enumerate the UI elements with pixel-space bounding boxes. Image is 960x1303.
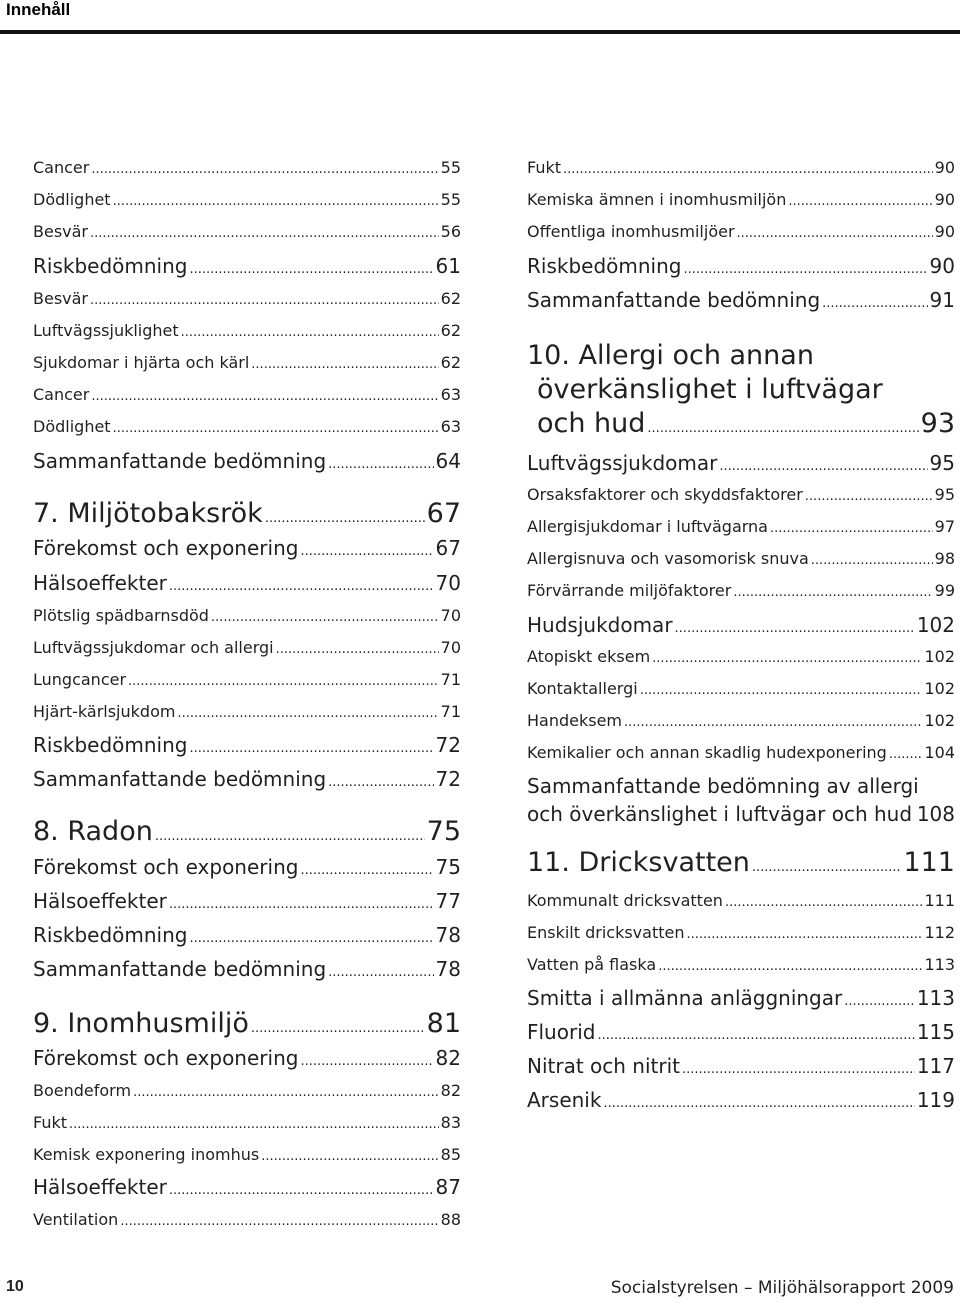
toc-entry-title: Plötslig spädbarnsdöd	[33, 606, 209, 625]
toc-leader-dots	[733, 585, 932, 600]
toc-entry-page: 93	[920, 408, 955, 439]
toc-entry-title: Dödlighet	[33, 190, 111, 209]
toc-entry[interactable]	[527, 613, 955, 637]
toc-entry-title: Hudsjukdomar	[527, 613, 673, 637]
toc-leader-dots	[91, 162, 438, 177]
toc-entry-title: Besvär	[33, 289, 89, 308]
toc-leader-dots	[822, 296, 927, 311]
toc-entry-title: Enskilt dricksvatten	[527, 923, 685, 942]
toc-leader-dots	[90, 293, 439, 308]
toc-entry-title: 8. Radon	[33, 816, 153, 847]
toc-entry-title: och hud	[537, 408, 646, 439]
toc-entry-page: 102	[916, 613, 955, 637]
toc-entry[interactable]	[33, 289, 461, 308]
toc-entry-page: 90	[934, 222, 955, 241]
toc-leader-dots	[597, 1028, 914, 1043]
toc-entry-title: Riskbedömning	[33, 254, 188, 278]
toc-entry-title: Ventilation	[33, 1210, 119, 1229]
toc-entry-page: 113	[916, 986, 955, 1010]
toc-entry-page: 63	[440, 417, 461, 436]
toc-entry-page: 111	[924, 891, 955, 910]
toc-entry[interactable]	[33, 670, 461, 689]
toc-entry-title: Vatten på flaska	[527, 955, 657, 974]
toc-entry-page: 67	[426, 498, 461, 529]
toc-entry-title: Kemisk exponering inomhus	[33, 1145, 260, 1164]
toc-entry-page: 82	[435, 1046, 461, 1070]
toc-entry-page: 102	[924, 647, 955, 666]
toc-entry[interactable]	[527, 451, 955, 475]
toc-entry-title: Cancer	[33, 385, 90, 404]
toc-entry-title: 11. Dricksvatten	[527, 847, 750, 878]
toc-entry[interactable]	[33, 449, 461, 473]
toc-entry-title: Dödlighet	[33, 417, 111, 436]
toc-entry[interactable]	[527, 190, 955, 209]
toc-leader-dots	[805, 489, 933, 504]
toc-entry-page: 55	[440, 190, 461, 209]
footer-page-number: 10	[6, 1278, 24, 1295]
toc-entry-page: 56	[440, 222, 461, 241]
toc-leader-dots	[113, 421, 439, 436]
toc-entry-page: 70	[440, 638, 461, 657]
toc-entry[interactable]	[537, 408, 955, 439]
toc-entry-title: Handeksem	[527, 711, 623, 730]
toc-entry[interactable]	[33, 536, 461, 560]
toc-entry[interactable]	[527, 581, 955, 600]
toc-entry[interactable]	[33, 254, 461, 278]
toc-leader-dots	[811, 553, 933, 568]
toc-entry[interactable]	[33, 1113, 461, 1132]
toc-entry[interactable]	[33, 889, 461, 913]
toc-entry-title: Atopiskt eksem	[527, 647, 651, 666]
toc-leader-dots	[251, 1021, 425, 1036]
toc-entry-page: 83	[440, 1113, 461, 1132]
toc-entry-title: Hälsoeffekter	[33, 571, 167, 595]
toc-entry[interactable]	[33, 923, 461, 947]
toc-entry-page: 62	[440, 353, 461, 372]
toc-entry[interactable]	[33, 571, 461, 595]
toc-leader-dots	[133, 1085, 439, 1100]
toc-entry-page: 71	[440, 670, 461, 689]
toc-entry[interactable]	[33, 767, 461, 791]
toc-entry[interactable]	[33, 385, 461, 404]
toc-leader-dots	[563, 162, 933, 177]
toc-entry-title: Sammanfattande bedömning	[33, 449, 327, 473]
toc-entry[interactable]	[33, 158, 461, 177]
toc-leader-dots	[603, 1096, 914, 1111]
toc-leader-dots	[128, 674, 439, 689]
toc-entry-title: Förekomst och exponering	[33, 855, 299, 879]
toc-leader-dots	[251, 357, 438, 372]
toc-entry[interactable]	[33, 702, 461, 721]
toc-entry-page: 112	[924, 923, 955, 942]
toc-leader-dots	[261, 1149, 438, 1164]
toc-entry-title: 9. Inomhusmiljö	[33, 1008, 249, 1039]
toc-leader-dots	[683, 262, 927, 277]
toc-leader-dots	[181, 325, 439, 340]
toc-entry-title: Fukt	[527, 158, 562, 177]
toc-entry-page: 97	[934, 517, 955, 536]
toc-entry-title: Förvärrande miljöfaktorer	[527, 581, 732, 600]
toc-leader-dots	[719, 459, 927, 474]
toc-entry-page: 115	[916, 1020, 955, 1044]
toc-leader-dots	[675, 621, 915, 636]
toc-leader-dots	[328, 457, 433, 472]
toc-entry[interactable]	[33, 1081, 461, 1100]
toc-entry-title: Nitrat och nitrit	[527, 1054, 680, 1078]
toc-entry[interactable]	[527, 679, 955, 698]
toc-entry[interactable]	[527, 743, 955, 762]
toc-entry[interactable]	[527, 254, 955, 278]
toc-entry[interactable]	[527, 647, 955, 666]
toc-entry-page: 104	[924, 743, 955, 762]
toc-entry-title: Sammanfattande bedömning	[33, 957, 327, 981]
toc-leader-dots	[120, 1214, 438, 1229]
header-rule	[0, 30, 960, 34]
toc-entry-page: 63	[440, 385, 461, 404]
toc-entry-title: Sjukdomar i hjärta och kärl	[33, 353, 250, 372]
toc-entry[interactable]	[33, 1008, 461, 1039]
toc-entry[interactable]	[527, 774, 955, 798]
toc-entry-page: 72	[435, 733, 461, 757]
toc-entry-page: 70	[440, 606, 461, 625]
toc-entry-page: 98	[934, 549, 955, 568]
toc-entry-title: Orsaksfaktorer och skyddsfaktorer	[527, 485, 803, 504]
toc-entry-page: 75	[435, 855, 461, 879]
toc-entry-title: och överkänslighet i luftvägar och hud	[527, 802, 913, 826]
toc-leader-dots	[682, 1062, 915, 1077]
toc-leader-dots	[189, 741, 433, 756]
toc-entry[interactable]	[33, 498, 461, 529]
toc-leader-dots	[169, 579, 434, 594]
toc-entry[interactable]	[33, 957, 461, 981]
toc-leader-dots	[328, 965, 433, 980]
toc-entry-page: 82	[440, 1081, 461, 1100]
toc-entry-page: 117	[916, 1054, 955, 1078]
toc-entry-page: 95	[934, 485, 955, 504]
toc-leader-dots	[300, 863, 433, 878]
toc-entry[interactable]	[527, 923, 955, 942]
toc-entry-title: Riskbedömning	[33, 733, 188, 757]
toc-leader-dots	[189, 931, 433, 946]
toc-entry[interactable]	[33, 190, 461, 209]
toc-entry-title: Riskbedömning	[33, 923, 188, 947]
toc-leader-dots	[300, 544, 433, 559]
toc-entry-title: 10. Allergi och annan	[527, 340, 814, 371]
toc-entry-page: 67	[435, 536, 461, 560]
toc-entry[interactable]	[33, 321, 461, 340]
toc-entry-page: 62	[440, 289, 461, 308]
toc-leader-dots	[889, 747, 923, 762]
toc-entry[interactable]	[33, 606, 461, 625]
toc-entry[interactable]	[527, 517, 955, 536]
toc-entry[interactable]	[527, 222, 955, 241]
toc-leader-dots	[113, 194, 439, 209]
toc-leader-dots	[276, 642, 439, 657]
toc-leader-dots	[658, 959, 922, 974]
toc-entry-page: 91	[929, 288, 955, 312]
toc-entry-title: Fukt	[33, 1113, 68, 1132]
toc-entry[interactable]	[33, 222, 461, 241]
toc-entry-title: Luftvägssjuklighet	[33, 321, 179, 340]
toc-entry[interactable]	[527, 847, 955, 878]
toc-entry[interactable]	[527, 891, 955, 910]
toc-entry-title: Smitta i allmänna anläggningar	[527, 986, 843, 1010]
toc-entry[interactable]	[527, 955, 955, 974]
toc-entry[interactable]	[33, 816, 461, 847]
toc-entry-page: 81	[426, 1008, 461, 1039]
toc-leader-dots	[624, 715, 922, 730]
toc-entry-title: Sammanfattande bedömning av allergi	[527, 774, 919, 798]
toc-leader-dots	[169, 1183, 434, 1198]
toc-leader-dots	[90, 226, 439, 241]
toc-leader-dots	[91, 389, 438, 404]
toc-entry-title: Fluorid	[527, 1020, 596, 1044]
toc-leader-dots	[177, 706, 438, 721]
toc-entry-page: 102	[924, 711, 955, 730]
toc-leader-dots	[211, 610, 439, 625]
toc-entry-page: 90	[934, 158, 955, 177]
toc-entry-page: 90	[929, 254, 955, 278]
toc-entry-title: Sammanfattande bedömning	[527, 288, 821, 312]
toc-leader-dots	[169, 897, 434, 912]
toc-entry-title: Förekomst och exponering	[33, 536, 299, 560]
toc-entry-title: Hälsoeffekter	[33, 889, 167, 913]
toc-entry[interactable]	[33, 1145, 461, 1164]
toc-entry-page: 102	[924, 679, 955, 698]
toc-entry[interactable]	[527, 340, 955, 371]
toc-entry-title: Hjärt-kärlsjukdom	[33, 702, 176, 721]
toc-entry-title: Besvär	[33, 222, 89, 241]
toc-entry[interactable]	[33, 638, 461, 657]
toc-entry-page: 62	[440, 321, 461, 340]
toc-entry[interactable]	[33, 353, 461, 372]
toc-entry[interactable]	[527, 1054, 955, 1078]
toc-leader-dots	[265, 511, 425, 526]
toc-entry[interactable]	[33, 733, 461, 757]
toc-entry-page: 108	[916, 802, 955, 826]
toc-entry-title: Riskbedömning	[527, 254, 682, 278]
toc-entry-page: 87	[435, 1175, 461, 1199]
toc-entry-title: överkänslighet i luftvägar	[537, 374, 883, 405]
toc-leader-dots	[189, 262, 433, 277]
toc-entry[interactable]	[527, 986, 955, 1010]
toc-entry-title: Förekomst och exponering	[33, 1046, 299, 1070]
toc-entry-title: Kemikalier och annan skadlig hudexponering	[527, 743, 887, 762]
toc-entry-page: 75	[426, 816, 461, 847]
toc-entry[interactable]	[527, 485, 955, 504]
toc-entry[interactable]	[33, 417, 461, 436]
toc-leader-dots	[686, 927, 922, 942]
toc-entry-title: Sammanfattande bedömning	[33, 767, 327, 791]
toc-entry-page: 119	[916, 1088, 955, 1112]
toc-entry[interactable]	[527, 158, 955, 177]
toc-entry-page: 90	[934, 190, 955, 209]
toc-leader-dots	[647, 421, 918, 436]
toc-entry-title: Luftvägssjukdomar och allergi	[33, 638, 274, 657]
toc-entry-page: 61	[435, 254, 461, 278]
toc-entry[interactable]	[33, 1210, 461, 1229]
toc-entry[interactable]	[527, 549, 955, 568]
toc-entry-page: 111	[903, 847, 955, 878]
toc-entry-page: 71	[440, 702, 461, 721]
toc-entry-page: 113	[924, 955, 955, 974]
toc-entry-page: 77	[435, 889, 461, 913]
toc-entry-page: 55	[440, 158, 461, 177]
toc-entry[interactable]	[527, 288, 955, 312]
toc-leader-dots	[752, 860, 902, 875]
toc-entry-title: Lungcancer	[33, 670, 127, 689]
toc-leader-dots	[300, 1054, 433, 1069]
toc-entry-title: Kommunalt dricksvatten	[527, 891, 723, 910]
toc-entry[interactable]	[33, 855, 461, 879]
toc-leader-dots	[69, 1117, 439, 1132]
toc-entry-title: Arsenik	[527, 1088, 602, 1112]
toc-entry[interactable]	[537, 374, 955, 405]
toc-entry-page: 72	[435, 767, 461, 791]
toc-entry[interactable]	[33, 1046, 461, 1070]
toc-entry-title: 7. Miljötobaksrök	[33, 498, 263, 529]
toc-entry-page: 70	[435, 571, 461, 595]
toc-entry-title: Offentliga inomhusmiljöer	[527, 222, 735, 241]
toc-leader-dots	[844, 994, 915, 1009]
toc-leader-dots	[640, 683, 923, 698]
toc-entry-title: Hälsoeffekter	[33, 1175, 167, 1199]
toc-entry-page: 78	[435, 957, 461, 981]
toc-leader-dots	[328, 775, 433, 790]
toc-leader-dots	[155, 829, 425, 844]
toc-entry-title: Cancer	[33, 158, 90, 177]
toc-entry-title: Kontaktallergi	[527, 679, 638, 698]
toc-leader-dots	[737, 226, 933, 241]
toc-entry-title: Allergisjukdomar i luftvägarna	[527, 517, 768, 536]
toc-leader-dots	[914, 810, 915, 825]
toc-entry-page: 95	[929, 451, 955, 475]
toc-entry-page: 78	[435, 923, 461, 947]
toc-leader-dots	[652, 651, 922, 666]
toc-entry-page: 99	[934, 581, 955, 600]
toc-entry-page: 85	[440, 1145, 461, 1164]
toc-entry[interactable]	[527, 1088, 955, 1112]
toc-entry-page: 88	[440, 1210, 461, 1229]
toc-entry[interactable]	[33, 1175, 461, 1199]
page-title: Innehåll	[6, 0, 71, 19]
toc-leader-dots	[788, 194, 932, 209]
toc-entry-title: Kemiska ämnen i inomhusmiljön	[527, 190, 787, 209]
toc-entry[interactable]	[527, 802, 955, 826]
toc-entry-title: Luftvägssjukdomar	[527, 451, 718, 475]
toc-entry[interactable]	[527, 1020, 955, 1044]
toc-entry-title: Boendeform	[33, 1081, 132, 1100]
footer-publication: Socialstyrelsen – Miljöhälsorapport 2009	[610, 1278, 954, 1298]
toc-entry-title: Allergisnuva och vasomorisk snuva	[527, 549, 809, 568]
header-bar	[0, 0, 960, 28]
toc-leader-dots	[725, 895, 923, 910]
toc-leader-dots	[770, 521, 933, 536]
toc-entry[interactable]	[527, 711, 955, 730]
toc-entry-page: 64	[435, 449, 461, 473]
